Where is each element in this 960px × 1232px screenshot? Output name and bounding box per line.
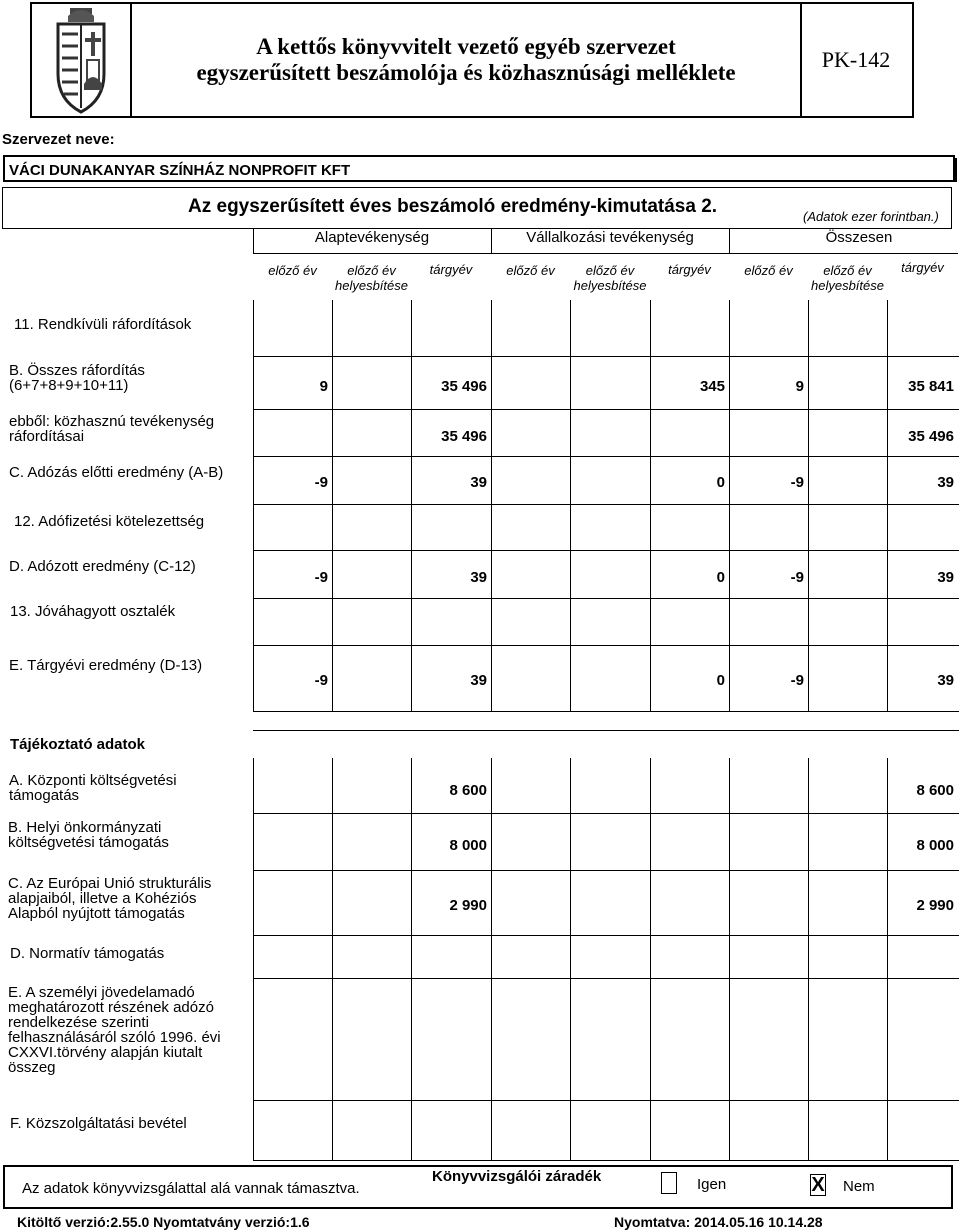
column-header [887,260,958,275]
column-header-line-1: tárgyév [901,260,944,275]
row-border [253,813,959,814]
cell-border [411,598,412,645]
cell-value[interactable]: 39 [470,474,487,491]
cell-border [332,978,333,1100]
cell-border [650,870,651,935]
form-code: PK-142 [821,47,891,72]
cell-value[interactable]: 39 [470,672,487,689]
cell-border [332,935,333,978]
row-label: D. Normatív támogatás [10,945,165,962]
print-timestamp: Nyomtatva: 2014.05.16 10.14.28 [614,1214,823,1230]
cell-border [253,870,254,935]
row-border [253,870,959,871]
cell-border [491,1100,492,1160]
row-border [253,598,959,599]
cell-value[interactable]: 0 [716,569,725,586]
column-header [729,263,808,278]
cell-border [253,1100,254,1160]
organization-name-field[interactable]: VÁCI DUNAKANYAR SZÍNHÁZ NONPROFIT KFT [3,155,955,182]
cell-border [332,456,333,504]
cell-value[interactable]: 0 [716,474,725,491]
cell-border [650,935,651,978]
cell-border [332,645,333,711]
cell-border [808,1100,809,1160]
cell-border [253,300,254,356]
cell-value[interactable]: 2 990 [449,897,487,914]
cell-border [808,645,809,711]
row-label: A. Központi költségvetési támogatás [9,772,177,804]
row-label: 13. Jóváhagyott osztalék [10,603,176,620]
cell-border [332,813,333,870]
cell-border [808,550,809,598]
units-note: (Adatok ezer forintban.) [803,209,939,224]
cell-border [808,935,809,978]
cell-border [729,504,730,550]
cell-value[interactable]: -9 [314,569,328,586]
cell-value[interactable]: 2 990 [916,897,954,914]
row-label: 12. Adófizetési kötelezettség [14,513,205,530]
cell-value[interactable]: 35 841 [908,378,954,395]
cell-border [650,409,651,456]
audit-note: Az adatok könyvvizsgálattal alá vannak támasztva. [22,1180,360,1197]
row-label: D. Adózott eredmény (C-12) [9,558,196,575]
column-header-line-1: előző év [823,263,872,278]
row-label: C. Adózás előtti eredmény (A-B) [9,464,224,481]
cell-border [887,300,888,356]
cell-border [491,550,492,598]
row-label: 11. Rendkívüli ráfordítások [14,316,192,333]
cell-border [491,356,492,409]
cell-border [729,758,730,813]
cell-border [808,598,809,645]
cell-border [332,300,333,356]
column-header-line-1: előző év [506,263,555,278]
column-header-line-1: előző év [585,263,635,278]
column-header-line-2: helyesbítése [573,278,647,293]
row-border [253,1100,959,1101]
cell-value[interactable]: 39 [470,569,487,586]
cell-value[interactable]: 39 [937,474,954,491]
cell-border [887,504,888,550]
cell-border [887,978,888,1100]
row-border [253,550,959,551]
cell-value[interactable]: -9 [314,672,328,689]
column-header [808,263,887,293]
column-header [570,263,650,293]
cell-border [411,978,412,1100]
cell-border [332,870,333,935]
cell-border [808,870,809,935]
row-border [253,1160,959,1161]
cell-border [570,758,571,813]
cell-border [491,300,492,356]
cell-border [570,1100,571,1160]
cell-border [570,409,571,456]
group-header-osszesen: Összesen [825,229,893,246]
cell-border [332,504,333,550]
column-header [491,263,570,278]
organization-label: Szervezet neve: [2,131,115,148]
cell-border [570,870,571,935]
cell-border [808,504,809,550]
cell-border [808,813,809,870]
hungarian-coat-of-arms-icon [32,4,130,116]
cell-value[interactable]: 8 600 [916,782,954,799]
cell-border [253,978,254,1100]
cell-border [729,598,730,645]
cell-value[interactable]: 345 [699,378,725,395]
cell-value[interactable]: 8 000 [449,837,487,854]
column-header-line-1: tárgyév [429,262,473,277]
info-separator [253,730,959,731]
column-header-line-2: helyesbítése [811,278,884,293]
version-info: Kitöltő verzió:2.55.0 Nyomtatvány verzió:1.6 [17,1214,310,1230]
row-border [253,356,959,357]
row-label: F. Közszolgáltatási bevétel [10,1115,187,1132]
organization-box-edge [955,158,957,182]
form-title-line-2: egyszerűsített beszámolója és közhasznúsági melléklete [196,60,736,85]
cell-border [808,978,809,1100]
cell-border [650,1100,651,1160]
cell-border [491,758,492,813]
cell-border [570,504,571,550]
cell-border [253,758,254,813]
cell-value[interactable]: -9 [790,672,804,689]
cell-border [887,1100,888,1160]
cell-border [570,456,571,504]
cell-value[interactable]: 35 496 [441,428,487,445]
cell-value[interactable]: 8 000 [916,837,954,854]
cell-border [491,813,492,870]
cell-border [332,409,333,456]
cell-value[interactable]: 8 600 [449,782,487,799]
audit-yes-label: Igen [697,1176,727,1193]
info-section-title: Tájékoztató adatok [10,736,146,753]
cell-border [491,645,492,711]
cell-border [491,598,492,645]
cell-border [332,550,333,598]
cell-border [253,935,254,978]
cell-border [411,1100,412,1160]
row-label: E. A személyi jövedelamadó meghatározott részének adózó rendelkezése szerinti felhasználásáról szóló 1996. évi CXXVI.törvény alapján kiutalt összeg [8,984,221,1076]
cell-border [253,504,254,550]
row-border [253,935,959,936]
cell-value[interactable]: -9 [314,474,328,491]
cell-border [332,356,333,409]
cell-border [570,598,571,645]
cell-border [729,935,730,978]
column-header-line-1: előző év [744,263,793,278]
cell-border [887,935,888,978]
audit-no-label: Nem [843,1178,875,1195]
cell-border [650,758,651,813]
cell-border [808,356,809,409]
row-label: ebből: közhasznú tevékenység ráfordításai [9,413,215,445]
audit-clause-title: Könyvvizsgálói záradék [432,1168,602,1185]
column-header-line-1: előző év [268,263,317,278]
column-header-line-1: előző év [347,263,396,278]
cell-border [729,870,730,935]
cell-border [650,598,651,645]
cell-border [332,598,333,645]
row-border [253,409,959,410]
cell-border [253,813,254,870]
group-header-alaptevekenyseg: Alaptevékenység [314,229,430,246]
cell-border [650,978,651,1100]
cell-border [808,758,809,813]
cell-value[interactable]: 9 [795,378,804,395]
form-title [130,4,802,116]
row-border [253,504,959,505]
column-header-line-1: tárgyév [668,262,711,277]
row-border [253,456,959,457]
cell-border [729,1100,730,1160]
cell-value[interactable]: 35 496 [908,428,954,445]
cell-value[interactable]: 39 [937,569,954,586]
cell-border [491,978,492,1100]
cell-border [332,1100,333,1160]
cell-border [491,456,492,504]
cell-border [729,409,730,456]
cell-border [650,504,651,550]
group-header-vallalkozasi: Vállalkozási tevékenység [526,229,694,246]
cell-border [253,409,254,456]
cell-border [411,504,412,550]
column-header [332,263,411,293]
cell-value[interactable]: -9 [790,474,804,491]
cell-border [253,598,254,645]
section-title: Az egyszerűsített éves beszámoló eredmény-kimutatása 2. [188,196,718,217]
cell-border [808,300,809,356]
form-title-line-1: A kettős könyvvitelt vezető egyéb szervezet [256,34,676,59]
cell-value[interactable]: 9 [319,378,328,395]
column-header [411,262,491,277]
cell-value[interactable]: 39 [937,672,954,689]
cell-border [729,813,730,870]
cell-border [570,978,571,1100]
row-label: E. Tárgyévi eredmény (D-13) [9,657,203,674]
cell-border [570,813,571,870]
row-border [253,978,959,979]
cell-border [411,935,412,978]
row-border [253,711,959,712]
cell-border [570,645,571,711]
audit-no-checkbox[interactable]: X [811,1174,825,1196]
audit-yes-checkbox[interactable] [661,1172,677,1194]
cell-border [570,550,571,598]
column-header [253,263,332,278]
cell-border [650,300,651,356]
cell-border [491,409,492,456]
cell-value[interactable]: 35 496 [441,378,487,395]
cell-border [491,504,492,550]
row-label: B. Helyi önkormányzati költségvetési támogatás [8,819,169,851]
cell-border [570,356,571,409]
cell-border [808,456,809,504]
group-underline [253,253,958,254]
cell-border [570,300,571,356]
row-label: C. Az Európai Unió strukturális alapjaiból, illetve a Kohéziós Alapból nyújtott támogatás [8,875,212,922]
row-border [253,645,959,646]
cell-border [887,598,888,645]
cell-border [650,813,651,870]
cell-value[interactable]: 0 [716,672,725,689]
cell-value[interactable]: -9 [790,569,804,586]
cell-border [411,300,412,356]
cell-border [729,978,730,1100]
row-label: B. Összes ráfordítás (6+7+8+9+10+11) [9,362,145,394]
column-header [650,262,729,277]
cell-border [729,300,730,356]
column-header-line-2: helyesbítése [335,278,408,293]
cell-border [570,935,571,978]
cell-border [491,935,492,978]
cell-border [332,758,333,813]
cell-border [808,409,809,456]
cell-border [491,870,492,935]
